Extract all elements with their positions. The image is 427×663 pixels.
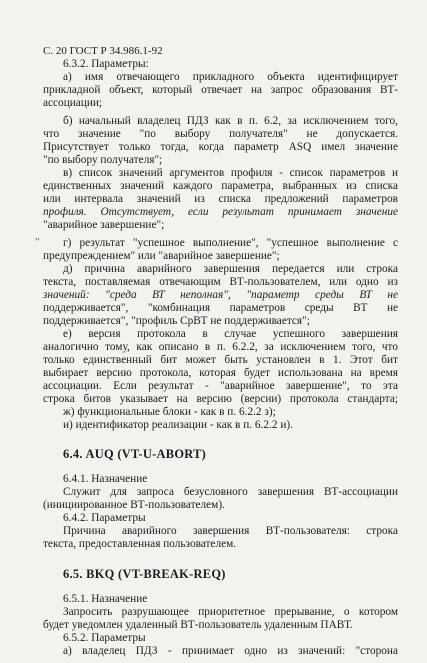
section-heading: 6.5. BKQ (VT-BREAK-REQ) <box>63 567 226 581</box>
text-line: 6.5.1. Назначение <box>63 593 148 605</box>
text-line: поддерживается", "профиль СрВТ не поддерживается"; <box>43 315 310 327</box>
section-heading: 6.4. AUQ (VT-U-ABORT) <box>63 447 207 461</box>
margin-mark: " <box>35 236 40 248</box>
text-line: 6.3.2. Параметры: <box>63 58 149 70</box>
text-line: 6.4.2. Параметры <box>63 512 146 524</box>
text-line: Запросить разрушающее приоритетное прерывание, о котором <box>63 606 398 618</box>
text-line: только единственный бит может быть установлен в 1. Этот бит <box>43 354 398 366</box>
text-line: г) результат "успешное выполнение", "успешное выполнение с <box>63 237 398 249</box>
text-line: или интервала значений из списка предложений параметров <box>43 193 398 205</box>
text-line: и) идентификатор реализации - как в п. 6.2.2 и). <box>63 419 293 431</box>
text-line: "по выбору получателя"; <box>43 154 163 166</box>
text-line: строка битов указывает на версию (версии) протокола стандарта; <box>43 393 398 405</box>
text-line: б) начальный владелец ПДЗ как в п. 6.2, за исключением того, <box>63 115 398 127</box>
page-header: С. 20 ГОСТ Р 34.986.1-92 <box>43 45 163 57</box>
text-line: ж) функциональные блоки - как в п. 6.2.2 з); <box>63 406 276 418</box>
text-line: Причина аварийного завершения ВТ-пользователя: строка <box>63 525 398 537</box>
text-line: предупреждением" или "аварийное завершение"; <box>43 250 280 262</box>
text-line: д) причина аварийного завершения передается или строка <box>63 263 398 275</box>
text-line: будет уведомлен удаленный ВТ-пользователь удаленным ПАВТ. <box>43 619 353 631</box>
text-line: ассоциации; <box>43 97 103 109</box>
text-line: 6.4.1. Назначение <box>63 473 148 485</box>
text-line: единственных значений каждого параметра, выбранных из списка <box>43 180 398 192</box>
text-line: е) версия протокола в случае успешного завершения <box>63 328 398 340</box>
text-line: что значение "по выбору получателя" не допускается. <box>43 128 398 140</box>
text-line: текста, предоставленная пользователем. <box>43 538 237 550</box>
text-line: выбирает версию протокола, которая будет использована на время <box>43 367 398 379</box>
text-line: текста, поставляемая отвечающим ВТ-пользователем, или одно из <box>43 276 398 288</box>
text-line: Присутствует только тогда, когда параметр ASQ имел значение <box>43 141 398 153</box>
text-line: ассоциации. Если результат - "аварийное завершение", то эта <box>43 380 398 392</box>
text-line: (инициированное ВТ-пользователем). <box>43 499 225 511</box>
text-line: а) владелец ПДЗ - принимает одно из значений: "сторона <box>63 645 398 657</box>
text-line: а) имя отвечающего прикладного объекта идентифицирует <box>63 71 398 83</box>
text-line: "аварийное завершение"; <box>43 219 165 231</box>
text-line: поддерживается", "комбинация параметров среды ВТ не <box>43 302 398 314</box>
text-line: Служит для запроса безусловного завершения ВТ-ассоциации <box>63 486 398 498</box>
text-line: 6.5.2. Параметры <box>63 632 146 644</box>
text-line: аналогично тому, как описано в п. 6.2.2, за исключением того, что <box>43 341 398 353</box>
text-line: прикладной объект, который отвечает на запрос образования ВТ- <box>43 84 398 96</box>
text-line: в) список значений аргументов профиля - список параметров и <box>63 167 398 179</box>
text-line: значений: "среда ВТ неполная", "параметр среды ВТ не <box>43 289 398 301</box>
text-line: профиля. Отсутствует, если результат принимает значение <box>43 206 398 218</box>
